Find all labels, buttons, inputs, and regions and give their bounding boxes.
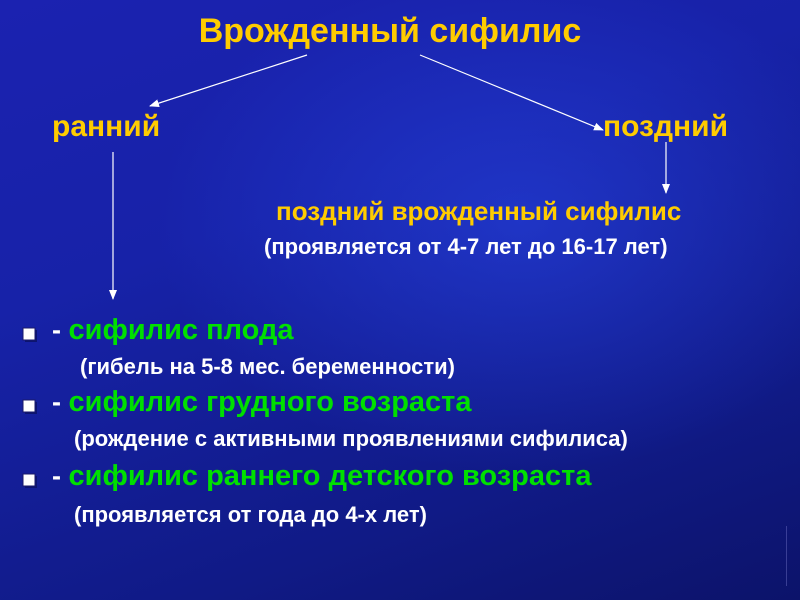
early-form-item (22, 460, 591, 493)
early-form-note: (проявляется от года до 4-х лет) (74, 502, 427, 527)
slide-title: Врожденный сифилис (198, 12, 582, 50)
early-form-label: сифилис плода (68, 314, 294, 346)
late-form-name: поздний врожденный сифилис (276, 196, 682, 226)
branch-late: поздний (603, 110, 729, 143)
early-form-dash: - (52, 315, 69, 345)
corner-line (786, 526, 800, 586)
early-form-label: сифилис раннего детского возраста (68, 460, 592, 492)
checkbox-square-icon (22, 327, 38, 343)
early-form-dash: - (52, 461, 69, 491)
early-form-item (22, 314, 294, 347)
checkbox-square-icon (22, 399, 38, 415)
arrow-to-early (150, 55, 307, 106)
arrow-to-late (420, 55, 603, 130)
early-form-item (22, 386, 472, 419)
early-form-note: (рождение с активными проявлениями сифилиса) (74, 426, 628, 451)
late-form-note: (проявляется от 4-7 лет до 16-17 лет) (264, 234, 668, 259)
branch-early: ранний (52, 110, 161, 143)
early-form-note: (гибель на 5-8 мес. беременности) (80, 354, 455, 379)
early-form-dash: - (52, 387, 69, 417)
checkbox-square-icon (22, 473, 38, 489)
early-form-label: сифилис грудного возраста (68, 386, 472, 418)
